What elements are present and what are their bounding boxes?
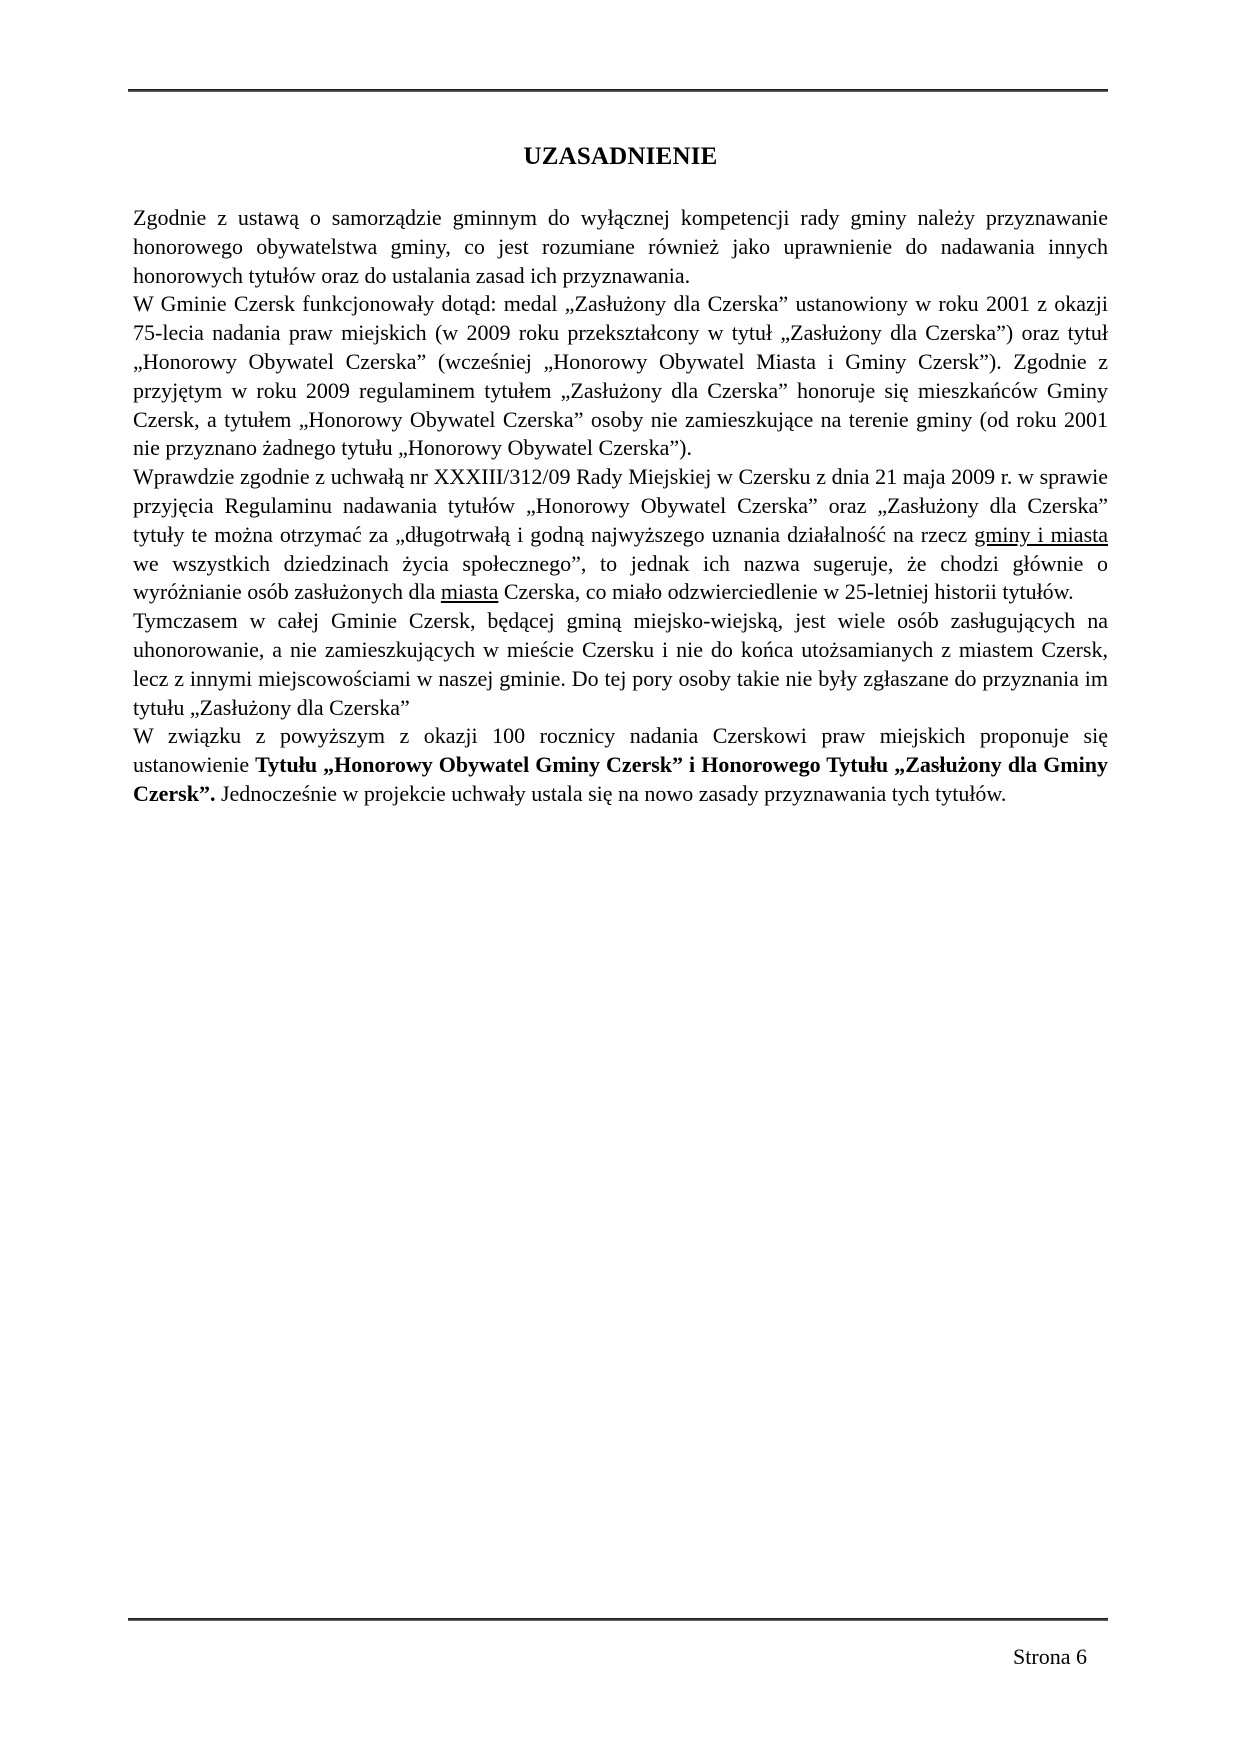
paragraph-5	[133, 722, 1108, 808]
text-run: we wszystkich dziedzinach życia społecznego”, to jednak ich nazwa sugeruje, że chodzi głównie o wyróżnianie osób zasłużonych dla	[133, 550, 1108, 605]
text-run: Czerska, co miało odzwierciedlenie w 25-letniej historii tytułów.	[498, 579, 1074, 605]
paragraph-3	[133, 463, 1108, 607]
underlined-phrase: miasta	[440, 579, 499, 605]
bold-phrase: Tytułu „Honorowy Obywatel Gminy Czersk” i Honorowego Tytułu „Zasłużony dla Gminy Czersk”.	[133, 752, 1108, 806]
page-number: Strona 6	[1013, 1644, 1087, 1669]
bottom-rule	[128, 1618, 1108, 1621]
top-rule	[128, 89, 1108, 92]
page-title: UZASADNIENIE	[523, 143, 718, 170]
underlined-phrase: gminy i miasta	[974, 521, 1109, 547]
document-body	[133, 204, 1108, 809]
paragraph-4	[133, 607, 1108, 722]
paragraph-1	[133, 204, 1108, 290]
paragraph-2	[133, 290, 1108, 463]
text-run: Jednocześnie w projekcie uchwały ustala się na nowo zasady przyznawania tych tytułów.	[215, 780, 1007, 806]
text-run: Wprawdzie zgodnie z uchwałą nr XXXIII/312/09 Rady Miejskiej w Czersku z dnia 21 maja 2009 r. w sprawie przyjęcia Regulaminu nadawania tytułów „Honorowy Obywatel Czerska” oraz „Zasłużony dla Czerska” tytuły te można otrzymać za „długotrwałą i godną najwyższego uznania działalność na rzecz	[133, 464, 1108, 547]
text-run: Tymczasem w całej Gminie Czersk, będącej gminą miejsko-wiejską, jest wiele osób zasługujących na uhonorowanie, a nie zamieszkujących w mieście Czersku i nie do końca utożsamianych z miastem Czersk, lecz z innymi miejscowościami w naszej gminie. Do tej pory osoby takie nie były zgłaszane do przyznania im tytułu „Zasłużony dla Czerska”	[133, 608, 1108, 720]
text-run: W związku z powyższym z okazji 100 rocznicy nadania Czerskowi praw miejskich proponuje się ustanowienie	[133, 723, 1108, 778]
text-run: W Gminie Czersk funkcjonowały dotąd: medal „Zasłużony dla Czerska” ustanowiony w roku 2001 z okazji 75-lecia nadania praw miejskich (w 2009 roku przekształcony w tytuł „Zasłużony dla Czerska”) oraz tytuł „Honorowy Obywatel Czerska” (wcześniej „Honorowy Obywatel Miasta i Gminy Czersk”). Zgodnie z przyjętym w roku 2009 regulaminem tytułem „Zasłużony dla Czerska” honoruje się mieszkańców Gminy Czersk, a tytułem „Honorowy Obywatel Czerska” osoby nie zamieszkujące na terenie gminy (od roku 2001 nie przyznano żadnego tytułu „Honorowy Obywatel Czerska”).	[133, 291, 1108, 461]
text-run: Zgodnie z ustawą o samorządzie gminnym do wyłącznej kompetencji rady gminy należy przyznawanie honorowego obywatelstwa gminy, co jest rozumiane również jako uprawnienie do nadawania innych honorowych tytułów oraz do ustalania zasad ich przyznawania.	[133, 205, 1108, 288]
